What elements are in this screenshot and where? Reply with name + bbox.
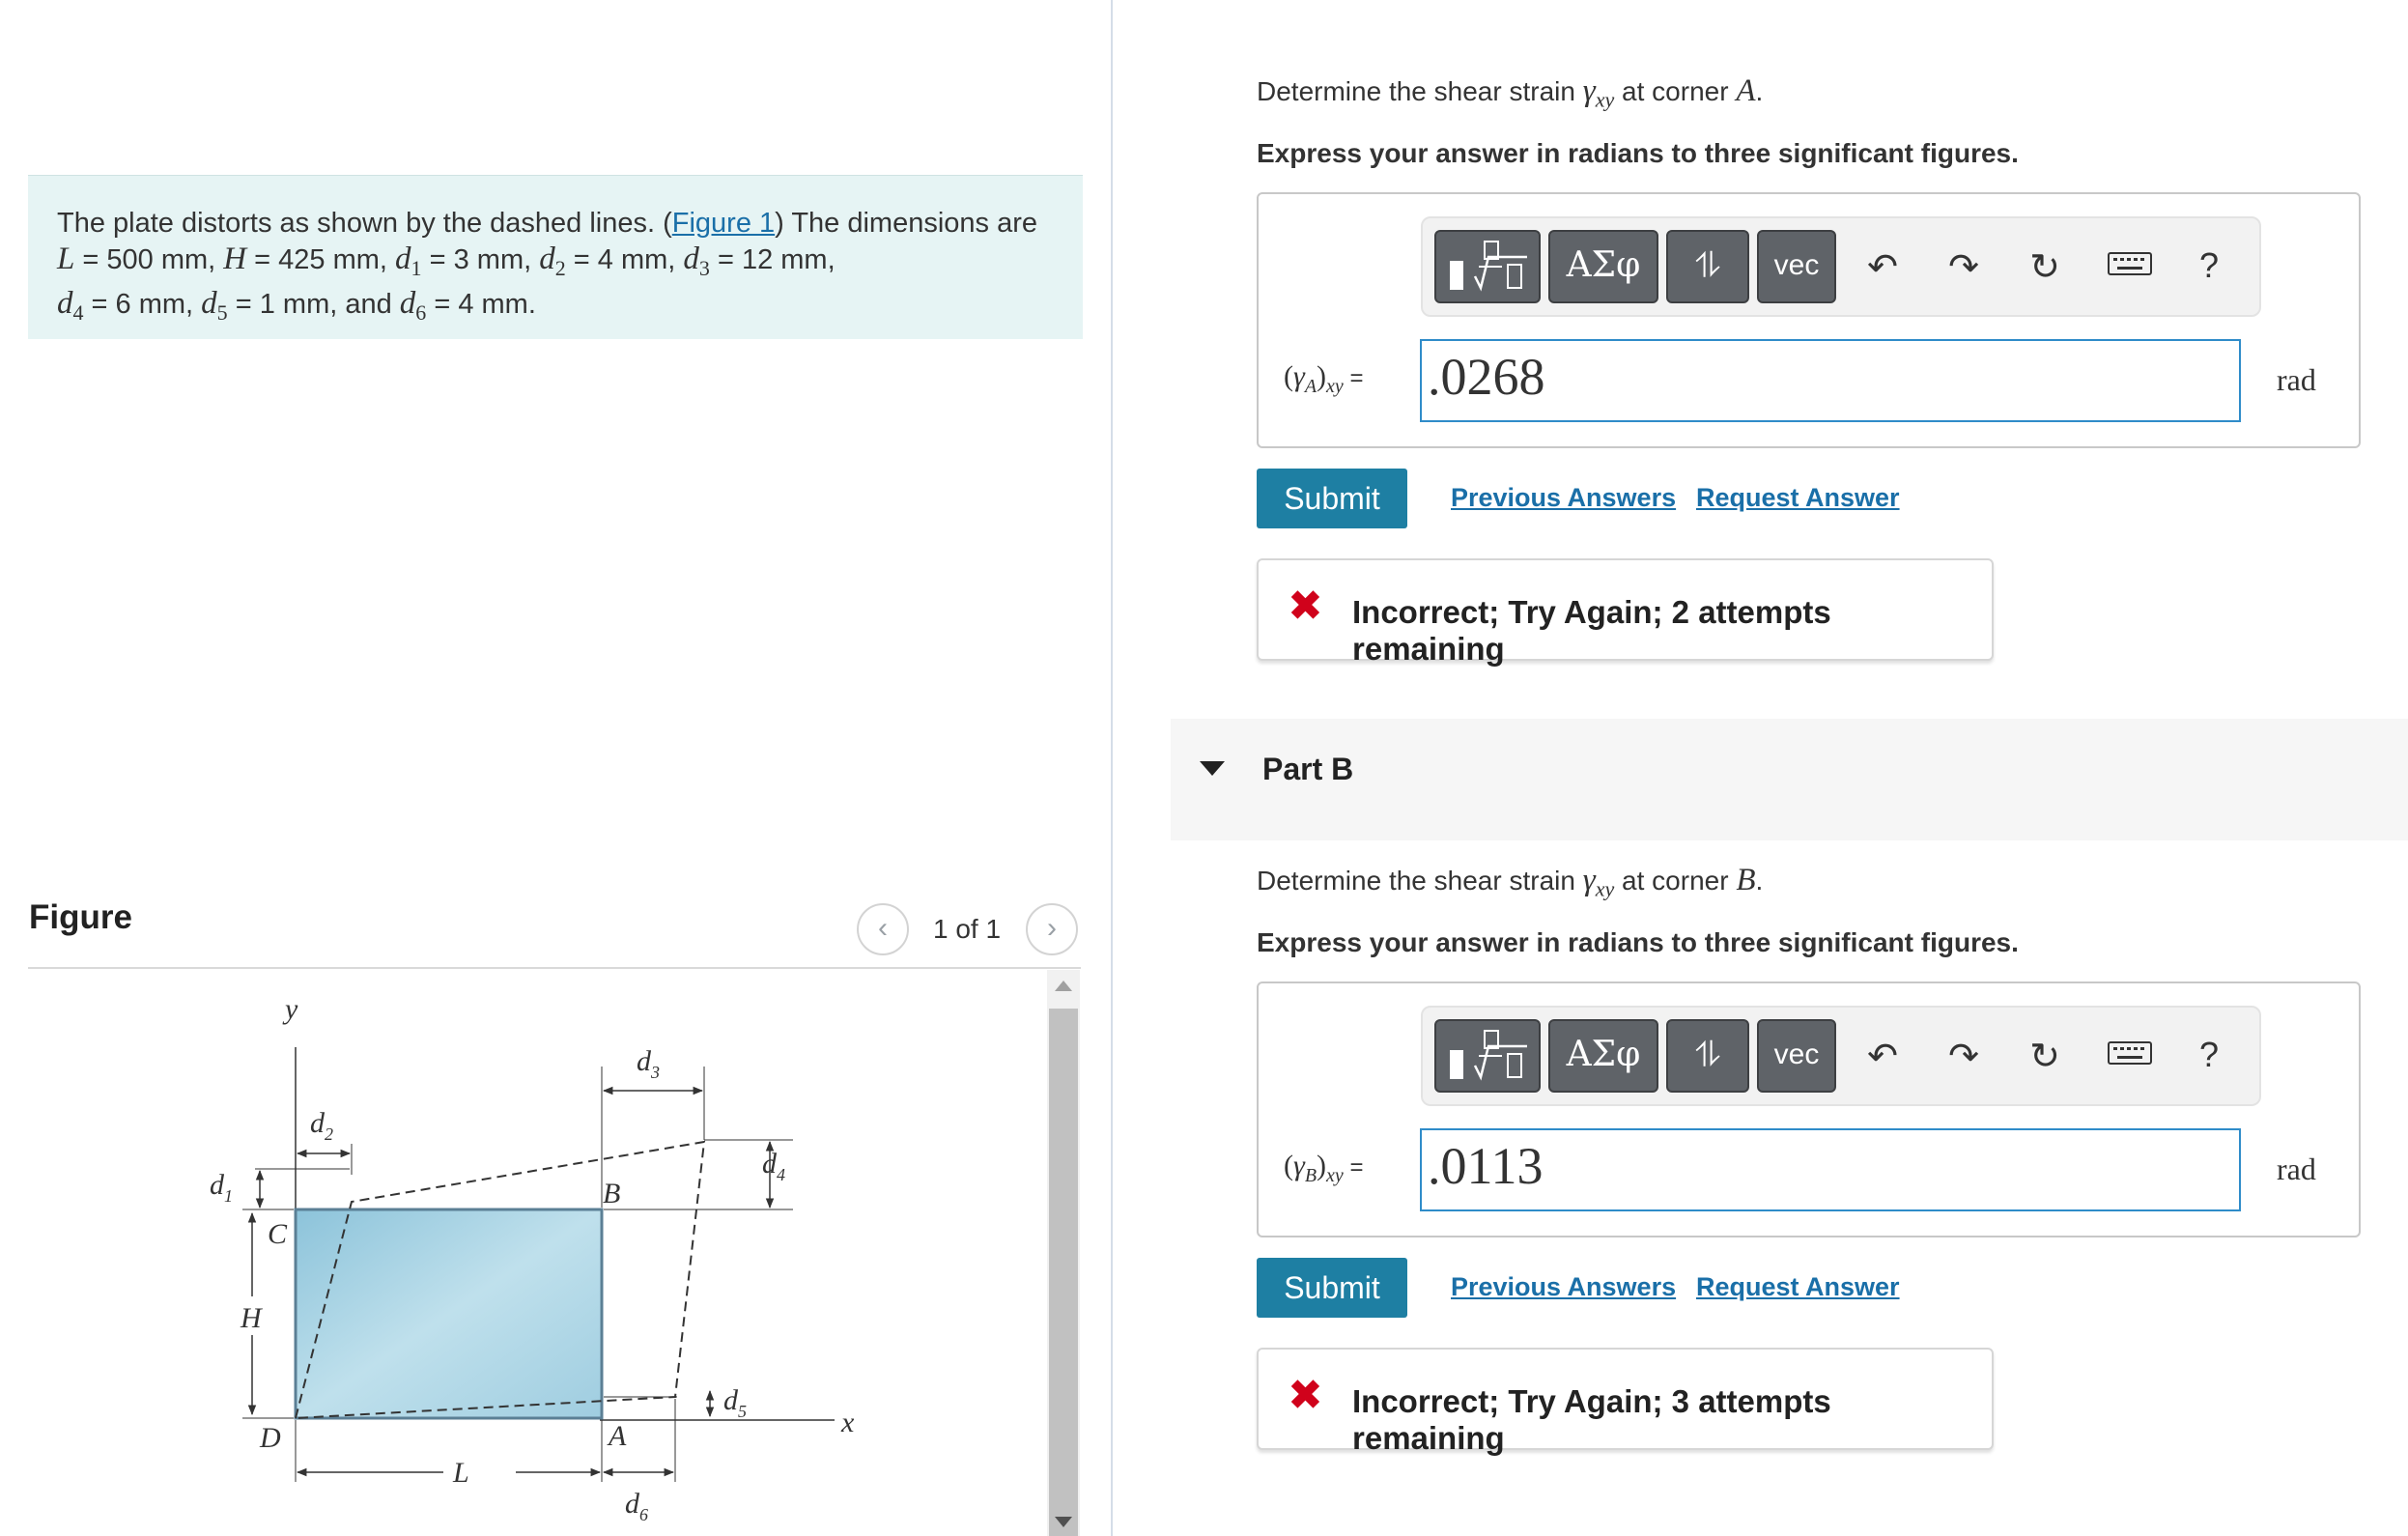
help-button[interactable]: ? bbox=[2198, 245, 2220, 285]
value-H: = 425 mm, bbox=[246, 244, 396, 275]
partA-feedback bbox=[1257, 558, 1994, 667]
dim-d3-label: $d_3$ bbox=[637, 1045, 660, 1082]
partB-answer-panel bbox=[1257, 981, 2361, 1237]
chevron-right-icon: › bbox=[1047, 912, 1057, 944]
var-d2: d bbox=[539, 242, 555, 276]
x-axis-label: x bbox=[841, 1407, 855, 1438]
var-d3: d bbox=[683, 242, 699, 276]
dim-d6-label: $d_6$ bbox=[625, 1488, 648, 1524]
partB-previous-answers-link[interactable]: Previous Answers bbox=[1451, 1272, 1677, 1301]
partB-submit-button[interactable]: Submit bbox=[1257, 1258, 1407, 1318]
partB-header[interactable] bbox=[1171, 719, 2408, 840]
partA-answer-panel bbox=[1257, 192, 2361, 448]
figure-heading: Figure bbox=[29, 898, 132, 936]
partA-question: Determine the shear strain $\gamma_{xy}$ at corner A. bbox=[1257, 73, 1764, 112]
var-d6: d bbox=[399, 285, 416, 321]
dim-d4-label: $d_4$ bbox=[762, 1148, 785, 1184]
vector-button[interactable]: vec bbox=[1757, 1019, 1836, 1093]
reset-icon[interactable]: ↻ bbox=[2029, 247, 2060, 288]
corner-C-label: C bbox=[268, 1218, 288, 1250]
partA-unit: rad bbox=[2277, 362, 2316, 397]
sub-d4: 4 bbox=[72, 299, 84, 325]
dim-L-label: L bbox=[453, 1457, 469, 1489]
y-axis-label: y bbox=[285, 993, 298, 1025]
value-L: = 500 mm, bbox=[74, 244, 224, 275]
figure-pager: 1 of 1 bbox=[933, 914, 1002, 944]
partA-instruction: Express your answer in radians to three significant figures. bbox=[1257, 138, 2019, 168]
corner-B-label: B bbox=[603, 1178, 621, 1209]
undo-icon[interactable]: ↶ bbox=[1867, 1037, 1898, 1077]
partA-math-toolbar bbox=[1421, 216, 2261, 317]
next-figure-button[interactable] bbox=[1026, 903, 1078, 955]
var-L: L bbox=[57, 242, 75, 276]
undo-icon[interactable]: ↶ bbox=[1867, 247, 1898, 288]
value-d1: = 3 mm, bbox=[421, 244, 540, 275]
partB-unit: rad bbox=[2277, 1152, 2316, 1186]
dim-d2-label: $d_2$ bbox=[310, 1107, 333, 1144]
plate bbox=[296, 1209, 602, 1418]
partA-submit-button[interactable]: Submit bbox=[1257, 469, 1407, 528]
templates-button[interactable] bbox=[1434, 1019, 1541, 1093]
error-x-icon: ✖ bbox=[1288, 583, 1323, 630]
corner-D-label: D bbox=[260, 1422, 281, 1454]
corner-A-label: A bbox=[609, 1420, 627, 1452]
greek-symbols-button[interactable]: ΑΣφ bbox=[1548, 1019, 1658, 1093]
figure-link[interactable]: Figure 1 bbox=[671, 208, 776, 239]
var-d1: d bbox=[395, 242, 411, 276]
value-d2: = 4 mm, bbox=[565, 244, 684, 275]
arrows-button[interactable]: ⥮ bbox=[1666, 230, 1749, 303]
partB-question: Determine the shear strain $\gamma_{xy}$ at corner B. bbox=[1257, 863, 1764, 901]
partB-answer-input[interactable]: .0113 bbox=[1420, 1128, 2241, 1211]
problem-text: ) The dimensions are bbox=[775, 208, 1038, 239]
reset-icon[interactable]: ↻ bbox=[2029, 1037, 2060, 1077]
arrows-button[interactable]: ⥮ bbox=[1666, 1019, 1749, 1093]
var-d5: d bbox=[201, 285, 217, 321]
value-d4: = 6 mm, bbox=[83, 288, 202, 320]
plate-distortion-figure bbox=[28, 970, 1042, 1536]
sub-d6: 6 bbox=[415, 299, 427, 325]
dim-d5-label: $d_5$ bbox=[723, 1384, 747, 1421]
partB-feedback-text: Incorrect; Try Again; 3 attempts remaining bbox=[1352, 1383, 1831, 1456]
redo-icon[interactable]: ↷ bbox=[1948, 1037, 1979, 1077]
value-d3: = 12 mm, bbox=[709, 244, 836, 275]
keyboard-icon[interactable] bbox=[2101, 245, 2159, 287]
var-H: H bbox=[223, 242, 247, 276]
partB-request-answer-link[interactable]: Request Answer bbox=[1696, 1272, 1900, 1301]
var-d4: d bbox=[57, 285, 73, 321]
redo-icon[interactable]: ↷ bbox=[1948, 247, 1979, 288]
fraction-sqrt-template-icon bbox=[1436, 232, 1539, 301]
caret-down-icon[interactable] bbox=[1200, 761, 1225, 776]
fraction-sqrt-template-icon bbox=[1436, 1021, 1539, 1091]
partB-answer-label: $(\gamma_B)_{xy}$ = bbox=[1284, 1150, 1364, 1186]
sub-d2: 2 bbox=[554, 255, 566, 280]
value-d5: = 1 mm, and bbox=[227, 288, 400, 320]
problem-text: The plate distorts as shown by the dashed lines. ( bbox=[57, 208, 672, 239]
previous-figure-button[interactable] bbox=[857, 903, 909, 955]
templates-button[interactable] bbox=[1434, 230, 1541, 303]
partA-request-answer-link[interactable]: Request Answer bbox=[1696, 483, 1900, 512]
sub-d5: 5 bbox=[216, 299, 228, 325]
error-x-icon: ✖ bbox=[1288, 1372, 1323, 1419]
help-button[interactable]: ? bbox=[2198, 1035, 2220, 1074]
problem-statement bbox=[28, 175, 1083, 339]
partA-answer-label: $(\gamma_A)_{xy}$ = bbox=[1284, 360, 1364, 397]
vector-button[interactable]: vec bbox=[1757, 230, 1836, 303]
figure-divider bbox=[28, 967, 1081, 969]
partA-feedback-text: Incorrect; Try Again; 2 attempts remaining bbox=[1352, 594, 1831, 667]
scroll-down-arrow-icon[interactable] bbox=[1055, 1517, 1072, 1527]
greek-symbols-button[interactable]: ΑΣφ bbox=[1548, 230, 1658, 303]
figure-scrollbar-thumb[interactable] bbox=[1049, 1009, 1078, 1536]
partB-feedback bbox=[1257, 1348, 1994, 1456]
scroll-up-arrow-icon[interactable] bbox=[1055, 981, 1072, 991]
sub-d1: 1 bbox=[411, 255, 422, 280]
partB-instruction: Express your answer in radians to three significant figures. bbox=[1257, 927, 2019, 957]
partB-title: Part B bbox=[1262, 752, 1354, 786]
panel-divider bbox=[1111, 0, 1113, 1536]
dim-d1-label: $d_1$ bbox=[210, 1169, 233, 1206]
dim-H-label: H bbox=[241, 1302, 262, 1334]
chevron-left-icon: ‹ bbox=[878, 912, 888, 944]
partA-answer-input[interactable]: .0268 bbox=[1420, 339, 2241, 422]
partB-math-toolbar bbox=[1421, 1006, 2261, 1106]
sub-d3: 3 bbox=[698, 255, 710, 280]
keyboard-icon[interactable] bbox=[2101, 1035, 2159, 1076]
value-d6: = 4 mm. bbox=[426, 288, 536, 320]
partA-previous-answers-link[interactable]: Previous Answers bbox=[1451, 483, 1677, 512]
